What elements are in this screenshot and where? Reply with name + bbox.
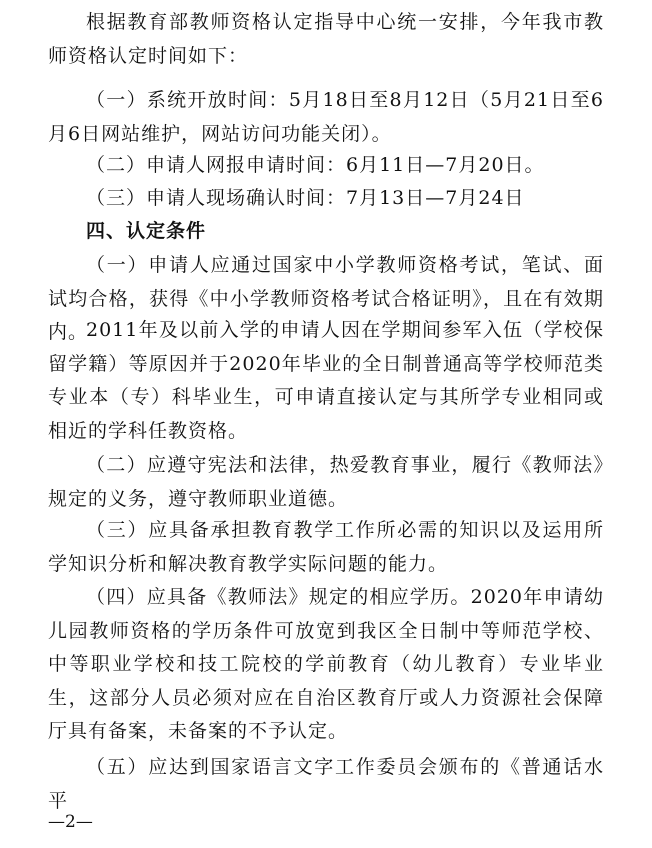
schedule-item-3: （三）申请人现场确认时间：7月13日—7月24日 bbox=[86, 187, 525, 209]
condition-4: （四）应具备《教师法》规定的相应学历。2020年申请幼儿园教师资格的学历条件可放宽到我区全日制中等师范学校、中等职业学校和技工院校的学前教育（幼儿教育）专业毕业生，这部分人员必须对应在自治区教育厅或人力资源社会保障厅具有备案，未备案的不予认定。 bbox=[48, 586, 604, 742]
condition-1: （一）申请人应通过国家中小学教师资格考试，笔试、面试均合格，获得《中小学教师资格考试合格证明》，且在有效期内。 bbox=[48, 254, 604, 343]
intro-paragraph: 根据教育部教师资格认定指导中心统一安排，今年我市教师资格认定时间如下： bbox=[48, 11, 604, 67]
condition-5: （五）应达到国家语言文字工作委员会颁布的《普通话水平 bbox=[48, 756, 604, 812]
schedule-item-2: （二）申请人网报申请时间：6月11日—7月20日。 bbox=[86, 154, 545, 176]
condition-2: （二）应遵守宪法和法律，热爱教育事业，履行《教师法》规定的义务，遵守教师职业道德。 bbox=[48, 454, 604, 510]
schedule-item-1: （一）系统开放时间：5月18日至8月12日（5月21日至6月6日网站维护，网站访问功能关闭）。 bbox=[48, 89, 604, 145]
page-number: —2— bbox=[48, 812, 93, 832]
condition-3: （三）应具备承担教育教学工作所必需的知识以及运用所学知识分析和解决教育教学实际问题的能力。 bbox=[48, 519, 604, 575]
condition-1-supplement: 2011年及以前入学的申请人因在学期间参军入伍（学校保留学籍）等原因并于2020年毕业的全日制普通高等学校师范类专业本（专）科毕业生，可申请直接认定与其所学专业相同或相近的学科任教资格。 bbox=[48, 319, 604, 442]
section-heading: 四、认定条件 bbox=[86, 220, 207, 242]
